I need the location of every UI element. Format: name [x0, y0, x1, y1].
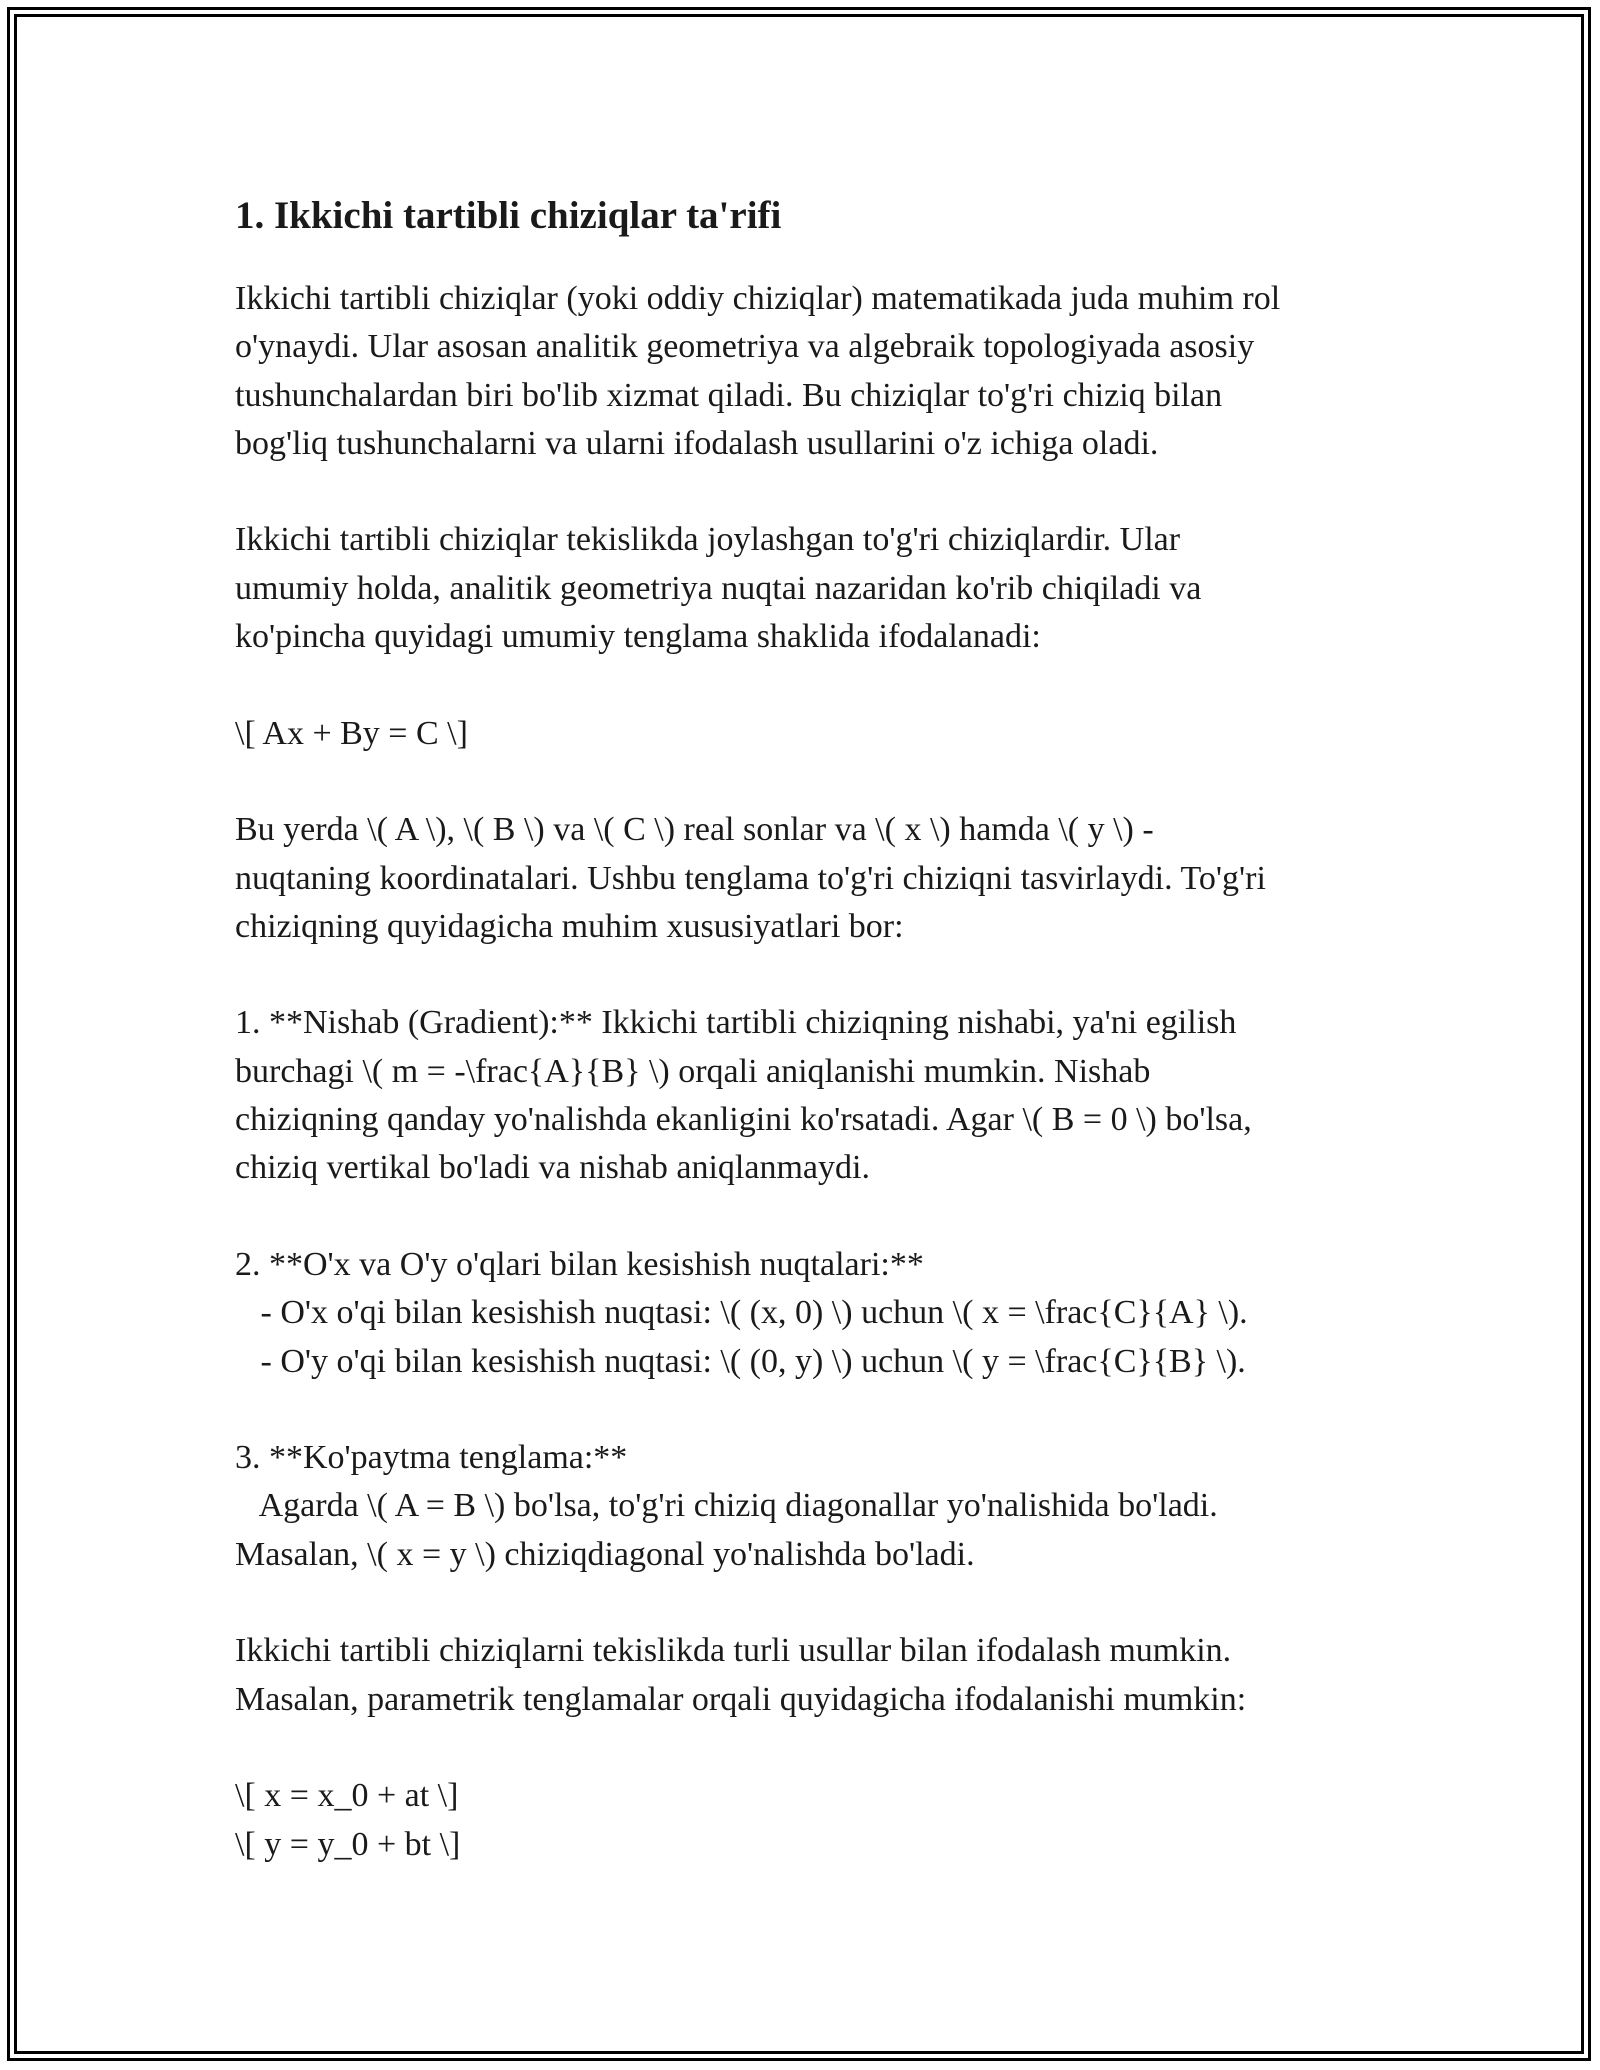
text-line: chiziqning qanday yo'nalishda ekanligini ko'rsatadi. Agar \( B = 0 \) bo'lsa, — [235, 1101, 1252, 1139]
document-body — [235, 180, 1395, 1869]
paragraph-spacer — [235, 758, 1395, 806]
paragraph — [235, 275, 1395, 468]
paragraph — [235, 1241, 1395, 1386]
text-line: ko'pincha quyidagi umumiy tenglama shaklida ifodalanadi: — [235, 618, 1041, 656]
text-line: 2. **O'x va O'y o'qlari bilan kesishish nuqtalari:** — [235, 1245, 924, 1283]
text-line: nuqtaning koordinatalari. Ushbu tenglama to'g'ri chiziqni tasvirlaydi. To'g'ri — [235, 859, 1266, 897]
text-line: - O'x o'qi bilan kesishish nuqtasi: \( (x, 0) \) uchun \( x = \frac{C}{A} \). — [235, 1294, 1248, 1332]
text-line: chiziqning quyidagicha muhim xususiyatlari bor: — [235, 907, 904, 945]
text-line: Ikkichi tartibli chiziqlar (yoki oddiy chiziqlar) matematikada juda muhim rol — [235, 280, 1281, 317]
paragraph — [235, 710, 1395, 758]
text-line: tushunchalardan biri bo'lib xizmat qiladi. Bu chiziqlar to'g'ri chiziq bilan — [235, 376, 1223, 414]
paragraph — [235, 1772, 1395, 1869]
text-line: Bu yerda \( A \), \( B \) va \( C \) real sonlar va \( x \) hamda \( y \) - — [235, 811, 1154, 849]
text-line: 3. **Ko'paytma tenglama:** — [235, 1439, 628, 1477]
text-line: \[ Ax + By = C \] — [235, 714, 468, 752]
text-line: Ikkichi tartibli chiziqlarni tekislikda turli usullar bilan ifodalash mumkin. — [235, 1632, 1232, 1670]
paragraph-spacer — [235, 951, 1395, 999]
paragraph — [235, 516, 1395, 661]
document-content — [235, 275, 1395, 1869]
text-line: Ikkichi tartibli chiziqlar tekislikda joylashgan to'g'ri chiziqlardir. Ular — [235, 521, 1181, 559]
paragraph — [235, 806, 1395, 951]
paragraph — [235, 1627, 1395, 1724]
paragraph-spacer — [235, 1724, 1395, 1772]
text-line: \[ y = y_0 + bt \] — [235, 1825, 461, 1863]
text-line: Masalan, \( x = y \) chiziqdiagonal yo'nalishda bo'ladi. — [235, 1535, 975, 1573]
text-line: \[ x = x_0 + at \] — [235, 1777, 459, 1815]
page-title: 1. Ikkichi tartibli chiziqlar ta'rifi — [235, 194, 782, 237]
text-line: Agarda \( A = B \) bo'lsa, to'g'ri chiziq diagonallar yo'nalishida bo'ladi. — [235, 1487, 1218, 1525]
paragraph — [235, 1434, 1395, 1579]
paragraph-spacer — [235, 1193, 1395, 1241]
paragraph — [235, 999, 1395, 1192]
paragraph-spacer — [235, 468, 1395, 516]
text-line: - O'y o'qi bilan kesishish nuqtasi: \( (0, y) \) uchun \( y = \frac{C}{B} \). — [235, 1342, 1246, 1380]
paragraph-spacer — [235, 1579, 1395, 1627]
text-line: bog'liq tushunchalarni va ularni ifodalash usullarini o'z ichiga oladi. — [235, 424, 1159, 462]
text-line: o'ynaydi. Ular asosan analitik geometriya va algebraik topologiyada asosiy — [235, 328, 1255, 366]
paragraph-spacer — [235, 1386, 1395, 1434]
text-line: Masalan, parametrik tenglamalar orqali quyidagicha ifodalanishi mumkin: — [235, 1680, 1247, 1718]
paragraph-spacer — [235, 661, 1395, 709]
text-line: 1. **Nishab (Gradient):** Ikkichi tartibli chiziqning nishabi, ya'ni egilish — [235, 1004, 1237, 1042]
text-line: chiziq vertikal bo'ladi va nishab aniqlanmaydi. — [235, 1149, 870, 1187]
text-line: umumiy holda, analitik geometriya nuqtai nazaridan ko'rib chiqiladi va — [235, 569, 1202, 607]
text-line: burchagi \( m = -\frac{A}{B} \) orqali aniqlanishi mumkin. Nishab — [235, 1052, 1151, 1090]
